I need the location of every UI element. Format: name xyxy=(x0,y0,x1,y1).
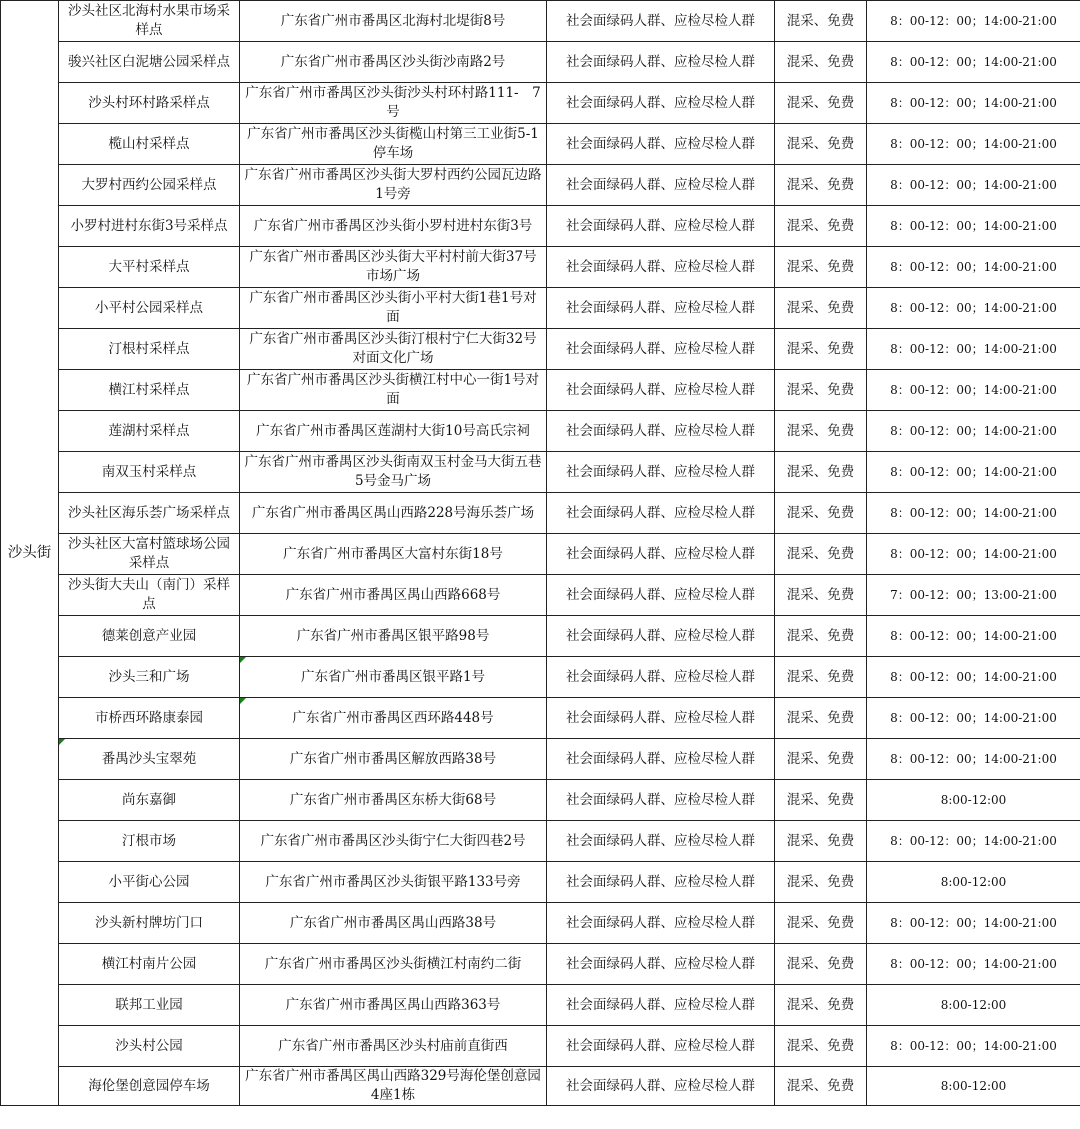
site-name-cell: 横江村南片公园 xyxy=(59,944,240,985)
site-name-cell: 小平村公园采样点 xyxy=(59,288,240,329)
sampling-method-cell: 混采、免费 xyxy=(775,329,867,370)
site-name-cell: 联邦工业园 xyxy=(59,985,240,1026)
target-crowd-cell: 社会面绿码人群、应检尽检人群 xyxy=(547,42,775,83)
site-name-cell: 小罗村进村东街3号采样点 xyxy=(59,206,240,247)
opening-hours-cell: 8：00-12：00；14:00-21:00 xyxy=(867,657,1080,698)
table-row xyxy=(1,903,1080,944)
site-address-cell: 广东省广州市番禺区沙头街大平村村前大街37号市场广场 xyxy=(240,247,547,288)
site-address-cell: 广东省广州市番禺区银平路98号 xyxy=(240,616,547,657)
table-row xyxy=(1,657,1080,698)
opening-hours-cell: 8：00-12：00；14:00-21:00 xyxy=(867,698,1080,739)
table-row xyxy=(1,821,1080,862)
site-address-cell: 广东省广州市番禺区北海村北堤街8号 xyxy=(240,1,547,42)
site-name-cell: 沙头社区北海村水果市场采样点 xyxy=(59,1,240,42)
opening-hours-cell: 8:00-12:00 xyxy=(867,1067,1080,1106)
target-crowd-cell: 社会面绿码人群、应检尽检人群 xyxy=(547,411,775,452)
table-row xyxy=(1,780,1080,821)
opening-hours-cell: 8：00-12：00；14:00-21:00 xyxy=(867,247,1080,288)
table-row xyxy=(1,862,1080,903)
target-crowd-cell: 社会面绿码人群、应检尽检人群 xyxy=(547,493,775,534)
site-name-cell: 德莱创意产业园 xyxy=(59,616,240,657)
site-name-cell: 沙头社区大富村篮球场公园采样点 xyxy=(59,534,240,575)
table-row xyxy=(1,206,1080,247)
opening-hours-cell: 8：00-12：00；14:00-21:00 xyxy=(867,288,1080,329)
site-address-cell: 广东省广州市番禺区禺山西路228号海乐荟广场 xyxy=(240,493,547,534)
sampling-method-cell: 混采、免费 xyxy=(775,165,867,206)
opening-hours-cell: 8：00-12：00；14:00-21:00 xyxy=(867,206,1080,247)
sampling-method-cell: 混采、免费 xyxy=(775,411,867,452)
target-crowd-cell: 社会面绿码人群、应检尽检人群 xyxy=(547,575,775,616)
site-name-cell: 沙头村环村路采样点 xyxy=(59,83,240,124)
sampling-method-cell: 混采、免费 xyxy=(775,288,867,329)
site-address-cell: 广东省广州市番禺区沙头街横江村中心一街1号对面 xyxy=(240,370,547,411)
opening-hours-cell: 8：00-12：00；14:00-21:00 xyxy=(867,42,1080,83)
table-row xyxy=(1,329,1080,370)
opening-hours-cell: 8:00-12:00 xyxy=(867,780,1080,821)
sampling-method-cell: 混采、免费 xyxy=(775,206,867,247)
sampling-method-cell: 混采、免费 xyxy=(775,657,867,698)
site-name-cell: 沙头社区海乐荟广场采样点 xyxy=(59,493,240,534)
site-name-cell: 汀根市场 xyxy=(59,821,240,862)
target-crowd-cell: 社会面绿码人群、应检尽检人群 xyxy=(547,288,775,329)
target-crowd-cell: 社会面绿码人群、应检尽检人群 xyxy=(547,534,775,575)
site-name-cell: 小平街心公园 xyxy=(59,862,240,903)
target-crowd-cell: 社会面绿码人群、应检尽检人群 xyxy=(547,124,775,165)
opening-hours-cell: 8：00-12：00；14:00-21:00 xyxy=(867,739,1080,780)
site-address-cell: 广东省广州市番禺区沙头村庙前直街西 xyxy=(240,1026,547,1067)
opening-hours-cell: 8：00-12：00；14:00-21:00 xyxy=(867,452,1080,493)
site-address-cell: 广东省广州市番禺区禺山西路668号 xyxy=(240,575,547,616)
target-crowd-cell: 社会面绿码人群、应检尽检人群 xyxy=(547,247,775,288)
sampling-method-cell: 混采、免费 xyxy=(775,575,867,616)
table-row xyxy=(1,370,1080,411)
sampling-method-cell: 混采、免费 xyxy=(775,862,867,903)
opening-hours-cell: 8:00-12:00 xyxy=(867,862,1080,903)
site-address-cell: 广东省广州市番禺区禺山西路363号 xyxy=(240,985,547,1026)
target-crowd-cell: 社会面绿码人群、应检尽检人群 xyxy=(547,206,775,247)
site-address-cell: 广东省广州市番禺区沙头街沙南路2号 xyxy=(240,42,547,83)
site-address-cell: 广东省广州市番禺区沙头街榄山村第三工业街5-1停车场 xyxy=(240,124,547,165)
sampling-method-cell: 混采、免费 xyxy=(775,247,867,288)
target-crowd-cell: 社会面绿码人群、应检尽检人群 xyxy=(547,780,775,821)
site-address-cell: 广东省广州市番禺区沙头街横江村南约二街 xyxy=(240,944,547,985)
opening-hours-cell: 8：00-12：00；14:00-21:00 xyxy=(867,534,1080,575)
sampling-method-cell: 混采、免费 xyxy=(775,124,867,165)
target-crowd-cell: 社会面绿码人群、应检尽检人群 xyxy=(547,698,775,739)
opening-hours-cell: 8：00-12：00；14:00-21:00 xyxy=(867,944,1080,985)
site-name-cell: 市桥西环路康泰园 xyxy=(59,698,240,739)
site-name-cell: 大罗村西约公园采样点 xyxy=(59,165,240,206)
target-crowd-cell: 社会面绿码人群、应检尽检人群 xyxy=(547,657,775,698)
opening-hours-cell: 8：00-12：00；14:00-21:00 xyxy=(867,411,1080,452)
table-row xyxy=(1,83,1080,124)
table-row xyxy=(1,1,1080,42)
site-name-cell: 骏兴社区白泥塘公园采样点 xyxy=(59,42,240,83)
site-name-cell: 沙头新村牌坊门口 xyxy=(59,903,240,944)
site-name-cell: 横江村采样点 xyxy=(59,370,240,411)
sampling-method-cell: 混采、免费 xyxy=(775,821,867,862)
sampling-method-cell: 混采、免费 xyxy=(775,1026,867,1067)
sampling-method-cell: 混采、免费 xyxy=(775,780,867,821)
target-crowd-cell: 社会面绿码人群、应检尽检人群 xyxy=(547,83,775,124)
target-crowd-cell: 社会面绿码人群、应检尽检人群 xyxy=(547,452,775,493)
site-address-cell: 广东省广州市番禺区禺山西路329号海伦堡创意园4座1栋 xyxy=(240,1067,547,1106)
site-name-cell: 莲湖村采样点 xyxy=(59,411,240,452)
site-name-cell: 沙头街大夫山（南门）采样点 xyxy=(59,575,240,616)
opening-hours-cell: 8：00-12：00；14:00-21:00 xyxy=(867,329,1080,370)
site-name-cell: 南双玉村采样点 xyxy=(59,452,240,493)
table-row xyxy=(1,534,1080,575)
site-address-cell: 广东省广州市番禺区解放西路38号 xyxy=(240,739,547,780)
site-address-cell: 广东省广州市番禺区大富村东街18号 xyxy=(240,534,547,575)
table-row xyxy=(1,985,1080,1026)
table-row xyxy=(1,411,1080,452)
target-crowd-cell: 社会面绿码人群、应检尽检人群 xyxy=(547,370,775,411)
site-name-cell: 汀根村采样点 xyxy=(59,329,240,370)
sampling-method-cell: 混采、免费 xyxy=(775,985,867,1026)
table-body xyxy=(1,1,1080,1106)
site-name-cell: 沙头村公园 xyxy=(59,1026,240,1067)
sampling-method-cell: 混采、免费 xyxy=(775,534,867,575)
table-row xyxy=(1,944,1080,985)
site-name-cell: 大平村采样点 xyxy=(59,247,240,288)
site-name-cell: 沙头三和广场 xyxy=(59,657,240,698)
site-address-cell: 广东省广州市番禺区沙头街汀根村宁仁大街32号对面文化广场 xyxy=(240,329,547,370)
target-crowd-cell: 社会面绿码人群、应检尽检人群 xyxy=(547,1,775,42)
opening-hours-cell: 8：00-12：00；14:00-21:00 xyxy=(867,83,1080,124)
opening-hours-cell: 7：00-12：00；13:00-21:00 xyxy=(867,575,1080,616)
opening-hours-cell: 8：00-12：00；14:00-21:00 xyxy=(867,493,1080,534)
target-crowd-cell: 社会面绿码人群、应检尽检人群 xyxy=(547,1026,775,1067)
site-address-cell: 广东省广州市番禺区沙头街大罗村西约公园瓦边路1号旁 xyxy=(240,165,547,206)
opening-hours-cell: 8：00-12：00；14:00-21:00 xyxy=(867,616,1080,657)
target-crowd-cell: 社会面绿码人群、应检尽检人群 xyxy=(547,903,775,944)
opening-hours-cell: 8：00-12：00；14:00-21:00 xyxy=(867,124,1080,165)
table-row xyxy=(1,493,1080,534)
target-crowd-cell: 社会面绿码人群、应检尽检人群 xyxy=(547,329,775,370)
table-row xyxy=(1,616,1080,657)
opening-hours-cell: 8：00-12：00；14:00-21:00 xyxy=(867,1026,1080,1067)
opening-hours-cell: 8：00-12：00；14:00-21:00 xyxy=(867,1,1080,42)
site-address-cell: 广东省广州市番禺区沙头街宁仁大街四巷2号 xyxy=(240,821,547,862)
site-name-cell: 海伦堡创意园停车场 xyxy=(59,1067,240,1106)
site-address-cell: 广东省广州市番禺区沙头街南双玉村金马大街五巷5号金马广场 xyxy=(240,452,547,493)
table-row xyxy=(1,452,1080,493)
opening-hours-cell: 8：00-12：00；14:00-21:00 xyxy=(867,165,1080,206)
target-crowd-cell: 社会面绿码人群、应检尽检人群 xyxy=(547,739,775,780)
table-row xyxy=(1,247,1080,288)
target-crowd-cell: 社会面绿码人群、应检尽检人群 xyxy=(547,821,775,862)
table-row xyxy=(1,288,1080,329)
sampling-method-cell: 混采、免费 xyxy=(775,452,867,493)
table-row xyxy=(1,739,1080,780)
site-address-cell: 广东省广州市番禺区沙头街小罗村进村东街3号 xyxy=(240,206,547,247)
site-address-cell: 广东省广州市番禺区沙头街小平村大街1巷1号对面 xyxy=(240,288,547,329)
site-name-cell: 尚东嘉御 xyxy=(59,780,240,821)
site-address-cell: 广东省广州市番禺区沙头街沙头村环村路111- 7号 xyxy=(240,83,547,124)
target-crowd-cell: 社会面绿码人群、应检尽检人群 xyxy=(547,985,775,1026)
target-crowd-cell: 社会面绿码人群、应检尽检人群 xyxy=(547,165,775,206)
opening-hours-cell: 8：00-12：00；14:00-21:00 xyxy=(867,903,1080,944)
sampling-method-cell: 混采、免费 xyxy=(775,42,867,83)
table-row xyxy=(1,698,1080,739)
target-crowd-cell: 社会面绿码人群、应检尽检人群 xyxy=(547,616,775,657)
table-row xyxy=(1,1067,1080,1106)
target-crowd-cell: 社会面绿码人群、应检尽检人群 xyxy=(547,862,775,903)
table-row xyxy=(1,124,1080,165)
site-address-cell: 广东省广州市番禺区禺山西路38号 xyxy=(240,903,547,944)
site-address-cell: 广东省广州市番禺区银平路1号 xyxy=(240,657,547,698)
site-address-cell: 广东省广州市番禺区沙头街银平路133号旁 xyxy=(240,862,547,903)
table-row xyxy=(1,1026,1080,1067)
table-row xyxy=(1,42,1080,83)
sampling-method-cell: 混采、免费 xyxy=(775,903,867,944)
opening-hours-cell: 8：00-12：00；14:00-21:00 xyxy=(867,370,1080,411)
street-name-cell: 沙头街 xyxy=(1,1,59,1106)
table-row xyxy=(1,165,1080,206)
table-row xyxy=(1,575,1080,616)
sampling-method-cell: 混采、免费 xyxy=(775,616,867,657)
sampling-method-cell: 混采、免费 xyxy=(775,1067,867,1106)
site-name-cell: 榄山村采样点 xyxy=(59,124,240,165)
opening-hours-cell: 8：00-12：00；14:00-21:00 xyxy=(867,821,1080,862)
sampling-method-cell: 混采、免费 xyxy=(775,493,867,534)
site-name-cell: 番禺沙头宝翠苑 xyxy=(59,739,240,780)
site-address-cell: 广东省广州市番禺区东桥大街68号 xyxy=(240,780,547,821)
opening-hours-cell: 8:00-12:00 xyxy=(867,985,1080,1026)
target-crowd-cell: 社会面绿码人群、应检尽检人群 xyxy=(547,944,775,985)
sampling-method-cell: 混采、免费 xyxy=(775,83,867,124)
site-address-cell: 广东省广州市番禺区莲湖村大街10号高氏宗祠 xyxy=(240,411,547,452)
sampling-method-cell: 混采、免费 xyxy=(775,698,867,739)
sampling-method-cell: 混采、免费 xyxy=(775,739,867,780)
sampling-method-cell: 混采、免费 xyxy=(775,944,867,985)
sampling-method-cell: 混采、免费 xyxy=(775,1,867,42)
target-crowd-cell: 社会面绿码人群、应检尽检人群 xyxy=(547,1067,775,1106)
sampling-method-cell: 混采、免费 xyxy=(775,370,867,411)
site-address-cell: 广东省广州市番禺区西环路448号 xyxy=(240,698,547,739)
